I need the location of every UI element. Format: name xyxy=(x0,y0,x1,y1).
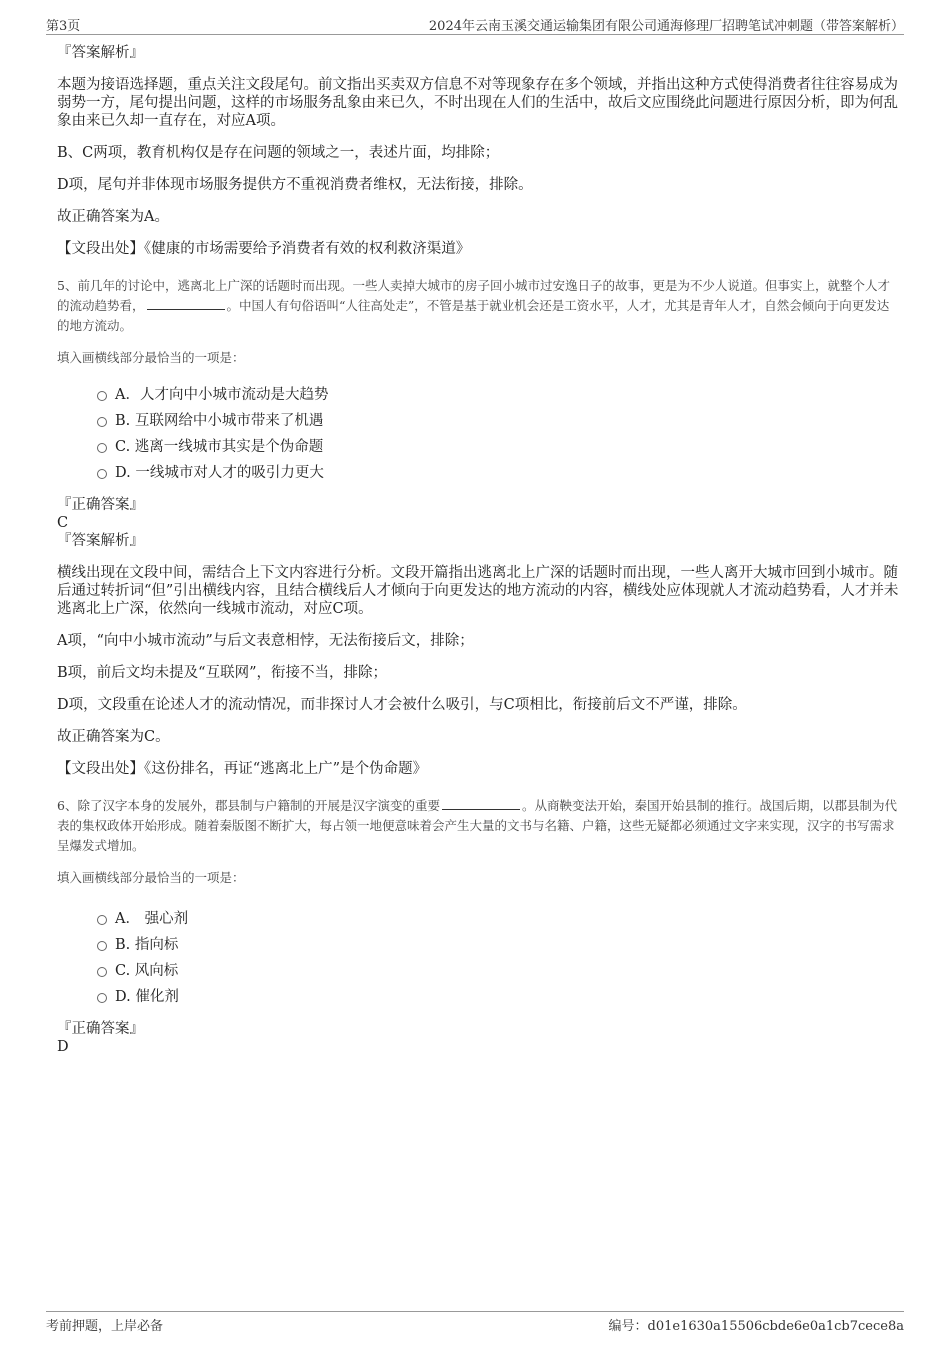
analysis-paragraph: B项，前后文均未提及“互联网”，衔接不当，排除； xyxy=(57,665,387,681)
question-text-part: 6、除了汉字本身的发展外，郡县制与户籍制的开展是汉字演变的重要 xyxy=(57,798,440,813)
question-text-part: 5、前几年的讨论中，逃离北上广深的话题时而出现。一些人卖掉大城市的房子回小城市过安逸日子的故事，更是为不少人说道。但事实上，就整个人才的流动趋势看， xyxy=(57,278,890,313)
radio-icon[interactable] xyxy=(97,993,107,1003)
question-text xyxy=(57,276,899,336)
analysis-paragraph: 本题为接语选择题，重点关注文段尾句。前文指出买卖双方信息不对等现象存在多个领域，并指出这种方式使得消费者往往容易成为弱势一方，尾句提出问题，这样的市场服务乱象由来已久，不时出现在人们的生活中，故后文应围绕此问题进行原因分析，即为何乱象由来已久却一直存在，对应A项。 xyxy=(57,77,898,129)
correct-answer-label: 『正确答案』 xyxy=(57,497,144,513)
radio-icon[interactable] xyxy=(97,391,107,401)
option-c[interactable] xyxy=(95,434,899,460)
radio-icon[interactable] xyxy=(97,443,107,453)
correct-answer: C xyxy=(57,515,69,531)
question-text-part: 。中国人有句俗语叫“人往高处走”，不管是基于就业机会还是工资水平，人才，尤其是青年人才，自然会倾向于向更发达的地方流动。 xyxy=(57,298,890,333)
option-label: A． 强心剂 xyxy=(115,911,189,927)
correct-answer-label: 『正确答案』 xyxy=(57,1021,144,1037)
option-b[interactable] xyxy=(95,932,899,958)
page-header xyxy=(46,14,904,35)
analysis-paragraph: B、C两项，教育机构仅是存在问题的领域之一，表述片面，均排除； xyxy=(57,145,500,161)
option-label: B. 指向标 xyxy=(115,937,179,953)
option-c[interactable] xyxy=(95,958,899,984)
correct-answer: D xyxy=(57,1039,69,1055)
option-d[interactable] xyxy=(95,460,899,486)
question-6 xyxy=(57,796,899,1056)
radio-icon[interactable] xyxy=(97,417,107,427)
option-d[interactable] xyxy=(95,984,899,1010)
options-list xyxy=(95,906,899,1010)
question-text-part: 。从商鞅变法开始，秦国开始县制的推行。战国后期，以郡县制为代表的集权政体开始形成。随着秦版图不断扩大，每占领一地便意味着会产生大量的文书与名籍、户籍，这些无疑都必须通过文字来实现，汉字的书写需求呈爆发式增加。 xyxy=(57,798,897,853)
option-label: C. 逃离一线城市其实是个伪命题 xyxy=(115,439,324,455)
analysis-label: 『答案解析』 xyxy=(57,45,144,61)
footer-slogan: 考前押题，上岸必备 xyxy=(46,1319,164,1334)
analysis-conclusion: 故正确答案为A。 xyxy=(57,209,169,225)
document-id: 编号：d01e1630a15506cbde6e0a1cb7cece8a xyxy=(608,1319,904,1334)
q4-analysis xyxy=(57,44,899,258)
passage-source: 【文段出处】《这份排名，再证“逃离北上广”是个伪命题》 xyxy=(57,761,428,777)
options-list xyxy=(95,382,899,486)
page-number: 第3页 xyxy=(46,19,81,34)
radio-icon[interactable] xyxy=(97,915,107,925)
fill-blank xyxy=(147,298,225,310)
analysis-paragraph: A项，“向中小城市流动”与后文表意相悖，无法衔接后文，排除； xyxy=(57,633,474,649)
page-footer xyxy=(46,1311,904,1334)
option-a[interactable] xyxy=(95,906,899,932)
option-a[interactable] xyxy=(95,382,899,408)
analysis-conclusion: 故正确答案为C。 xyxy=(57,729,170,745)
option-label: D. 催化剂 xyxy=(115,989,179,1005)
option-label: A．人才向中小城市流动是大趋势 xyxy=(115,387,329,403)
document-body xyxy=(57,44,899,1056)
option-label: B. 互联网给中小城市带来了机遇 xyxy=(115,413,324,429)
question-prompt: 填入画横线部分最恰当的一项是： xyxy=(57,350,245,365)
question-prompt: 填入画横线部分最恰当的一项是： xyxy=(57,870,245,885)
radio-icon[interactable] xyxy=(97,941,107,951)
question-text xyxy=(57,796,899,856)
analysis-paragraph: 横线出现在文段中间，需结合上下文内容进行分析。文段开篇指出逃离北上广深的话题时而出现，一些人离开大城市回到小城市。随后通过转折词“但”引出横线内容，且结合横线后人才倾向于向更发达的地方流动的内容，横线处应体现就人才流动趋势看，人才并未逃离北上广深，依然向一线城市流动，对应C项。 xyxy=(57,565,899,617)
analysis-paragraph: D项，尾句并非体现市场服务提供方不重视消费者维权，无法衔接，排除。 xyxy=(57,177,533,193)
radio-icon[interactable] xyxy=(97,967,107,977)
analysis-paragraph: D项，文段重在论述人才的流动情况，而非探讨人才会被什么吸引，与C项相比，衔接前后文不严谨，排除。 xyxy=(57,697,747,713)
analysis-label: 『答案解析』 xyxy=(57,533,144,549)
option-label: C. 风向标 xyxy=(115,963,179,979)
document-title: 2024年云南玉溪交通运输集团有限公司通海修理厂招聘笔试冲刺题（带答案解析） xyxy=(428,19,904,34)
radio-icon[interactable] xyxy=(97,469,107,479)
question-5 xyxy=(57,276,899,778)
passage-source: 【文段出处】《健康的市场需要给予消费者有效的权利救济渠道》 xyxy=(57,241,471,257)
option-b[interactable] xyxy=(95,408,899,434)
fill-blank xyxy=(442,798,520,810)
option-label: D. 一线城市对人才的吸引力更大 xyxy=(115,465,324,481)
